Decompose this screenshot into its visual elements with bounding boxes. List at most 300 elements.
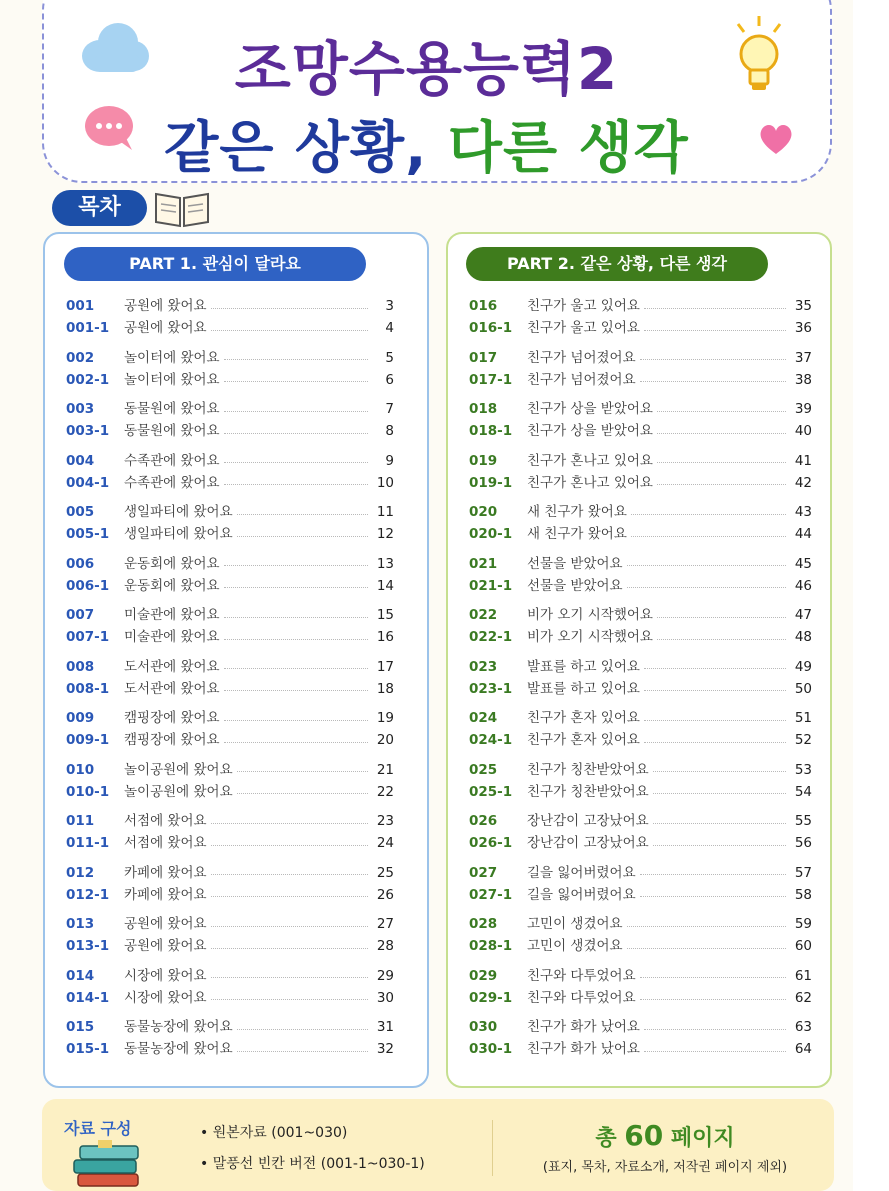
entry-title: 선물을 받았어요 (527, 555, 623, 572)
toc-entry (469, 989, 812, 1007)
toc-entry (469, 1018, 812, 1036)
toc-entry (66, 731, 394, 749)
dot-leader (644, 720, 786, 721)
toc-entry (66, 371, 394, 389)
entry-number: 003-1 (66, 423, 110, 439)
right-margin (853, 0, 889, 1191)
entry-page-number: 54 (794, 783, 812, 800)
dot-leader (211, 926, 368, 927)
entry-page-number: 15 (376, 607, 394, 623)
entry-number: 020-1 (469, 526, 513, 542)
toc-entry (66, 1040, 394, 1058)
dot-leader (224, 617, 368, 618)
entry-page-number: 60 (794, 938, 812, 954)
resource-item-original: • 원본자료 (001~030) (200, 1125, 348, 1141)
entry-number: 010-1 (66, 783, 110, 800)
dot-leader (627, 565, 786, 566)
toc-entry (66, 658, 394, 676)
entry-title: 동물원에 왔어요 (124, 401, 220, 417)
entry-number: 007 (66, 607, 95, 623)
entry-number: 017-1 (469, 371, 513, 388)
dot-leader (211, 896, 368, 897)
toc-entry (469, 555, 812, 573)
entry-number: 013-1 (66, 938, 110, 954)
entry-page-number: 35 (794, 298, 812, 314)
toc-entry (66, 967, 394, 985)
subtitle-part2: 다른 생각 (447, 116, 689, 181)
entry-title: 시장에 왔어요 (124, 989, 207, 1006)
dot-leader (237, 771, 368, 772)
entry-number: 021 (469, 555, 498, 572)
toc-entry (469, 937, 812, 955)
entry-title: 미술관에 왔어요 (124, 629, 220, 645)
toc-entry (66, 606, 394, 624)
toc-entry (66, 525, 394, 543)
toc-entry (469, 452, 812, 470)
entry-page-number: 19 (376, 710, 394, 726)
entry-title: 친구가 울고 있어요 (527, 298, 640, 314)
dot-leader (657, 462, 786, 463)
dot-leader (653, 771, 786, 772)
open-book-icon (152, 184, 212, 230)
entry-title: 공원에 왔어요 (124, 938, 207, 954)
entry-title: 새 친구가 왔어요 (527, 504, 627, 520)
entry-page-number: 45 (794, 555, 812, 572)
toc-entry (66, 400, 394, 418)
entry-title: 고민이 생겼어요 (527, 916, 623, 932)
entry-number: 018-1 (469, 423, 513, 439)
toc-entry (469, 658, 812, 676)
toc-entry (469, 525, 812, 543)
toc-entry (469, 474, 812, 492)
toc-entry (66, 709, 394, 727)
entry-title: 카페에 왔어요 (124, 886, 207, 903)
entry-page-number: 58 (794, 886, 812, 903)
entry-title: 길을 잃어버렸어요 (527, 886, 636, 903)
entry-number: 023 (469, 658, 498, 675)
subtitle (0, 104, 853, 184)
entry-number: 010 (66, 761, 95, 778)
toc-entry (469, 864, 812, 882)
dot-leader (657, 639, 786, 640)
part1-header: PART 1. 관심이 달라요 (64, 247, 366, 281)
dot-leader (640, 874, 786, 875)
entry-page-number: 57 (794, 864, 812, 881)
entry-title: 운동회에 왔어요 (124, 577, 220, 594)
entry-title: 카페에 왔어요 (124, 864, 207, 881)
dot-leader (653, 823, 786, 824)
entry-number: 003 (66, 401, 95, 417)
entry-title: 친구가 혼나고 있어요 (527, 452, 653, 469)
toc-entry (66, 503, 394, 521)
dot-leader (627, 948, 786, 949)
toc-entry (469, 761, 812, 779)
toc-entry (469, 1040, 812, 1058)
entry-title: 공원에 왔어요 (124, 320, 207, 336)
entry-number: 014 (66, 967, 95, 984)
entry-page-number: 62 (794, 989, 812, 1006)
toc-entry (66, 452, 394, 470)
entry-number: 026-1 (469, 835, 513, 851)
entry-title: 수족관에 왔어요 (124, 474, 220, 491)
entry-title: 놀이터에 왔어요 (124, 371, 220, 388)
toc-entry (66, 474, 394, 492)
entry-number: 030 (469, 1019, 498, 1035)
dot-leader (657, 484, 786, 485)
dot-leader (644, 1051, 786, 1052)
dot-leader (224, 411, 368, 412)
dot-leader (644, 690, 786, 691)
entry-number: 028 (469, 916, 498, 932)
entry-number: 027 (469, 864, 498, 881)
entry-page-number: 26 (376, 886, 394, 903)
dot-leader (237, 793, 368, 794)
toc-entry (66, 1018, 394, 1036)
entry-title: 놀이터에 왔어요 (124, 349, 220, 366)
entry-page-number: 6 (385, 371, 394, 388)
entry-number: 022 (469, 607, 498, 623)
toc-entry (66, 864, 394, 882)
toc-entry (66, 577, 394, 595)
dot-leader (224, 720, 368, 721)
entry-title: 친구가 울고 있어요 (527, 320, 640, 336)
entry-title: 친구가 상을 받았어요 (527, 423, 653, 439)
subtitle-part1: 같은 상황, (164, 116, 428, 181)
dot-leader (640, 999, 786, 1000)
entry-page-number: 7 (385, 401, 394, 417)
entry-number: 021-1 (469, 577, 513, 594)
entry-page-number: 5 (385, 349, 394, 366)
entry-page-number: 36 (794, 320, 812, 336)
entry-number: 013 (66, 916, 95, 932)
entry-number: 029 (469, 967, 498, 984)
entry-title: 비가 오기 시작했어요 (527, 607, 653, 623)
toc-entry (469, 915, 812, 933)
toc-entry (469, 731, 812, 749)
dot-leader (224, 690, 368, 691)
entry-page-number: 43 (794, 504, 812, 520)
toc-entry (469, 967, 812, 985)
entry-number: 001-1 (66, 320, 110, 336)
entry-title: 도서관에 왔어요 (124, 658, 220, 675)
entry-page-number: 27 (376, 916, 394, 932)
entry-number: 022-1 (469, 629, 513, 645)
entry-number: 005-1 (66, 526, 110, 542)
dot-leader (224, 587, 368, 588)
dot-leader (640, 896, 786, 897)
entry-page-number: 37 (794, 349, 812, 366)
total-exclusion-note: (표지, 목차, 자료소개, 저작권 페이지 제외) (542, 1160, 788, 1175)
entry-number: 004-1 (66, 474, 110, 491)
entry-number: 017 (469, 349, 498, 366)
entry-page-number: 20 (376, 732, 394, 748)
entry-page-number: 50 (794, 680, 812, 697)
entry-title: 친구가 칭찬받았어요 (527, 783, 649, 800)
toc-entry (66, 680, 394, 698)
entry-number: 019-1 (469, 474, 513, 491)
dot-leader (224, 565, 368, 566)
entry-title: 동물농장에 왔어요 (124, 1041, 233, 1057)
entry-page-number: 64 (794, 1041, 812, 1057)
entry-page-number: 59 (794, 916, 812, 932)
dot-leader (653, 793, 786, 794)
dot-leader (644, 742, 786, 743)
entry-title: 동물원에 왔어요 (124, 423, 220, 439)
entry-number: 016-1 (469, 320, 513, 336)
entry-title: 친구가 칭찬받았어요 (527, 761, 649, 778)
entry-number: 006-1 (66, 577, 110, 594)
toc-entry (66, 834, 394, 852)
entry-page-number: 49 (794, 658, 812, 675)
dot-leader (211, 330, 368, 331)
dot-leader (224, 668, 368, 669)
entry-page-number: 13 (376, 555, 394, 572)
entry-number: 005 (66, 504, 95, 520)
entry-title: 장난감이 고장났어요 (527, 813, 649, 829)
toc-entry (66, 297, 394, 315)
dot-leader (631, 514, 786, 515)
entry-page-number: 3 (385, 298, 394, 314)
entry-title: 공원에 왔어요 (124, 916, 207, 932)
dot-leader (211, 823, 368, 824)
entry-page-number: 44 (794, 526, 812, 542)
toc-entry (469, 709, 812, 727)
toc-entry (469, 400, 812, 418)
main-title: 조망수용능력2 (234, 35, 619, 103)
entry-page-number: 51 (794, 710, 812, 726)
entry-title: 놀이공원에 왔어요 (124, 761, 233, 778)
entry-title: 서점에 왔어요 (124, 835, 207, 851)
dot-leader (644, 1029, 786, 1030)
toc-label: 목차 (52, 190, 147, 226)
entry-page-number: 29 (376, 967, 394, 984)
total-number: 60 (624, 1119, 664, 1152)
dot-leader (627, 587, 786, 588)
entry-number: 024-1 (469, 732, 513, 748)
entry-number: 001 (66, 298, 95, 314)
total-suffix: 페이지 (670, 1126, 735, 1151)
entry-page-number: 18 (376, 680, 394, 697)
entry-number: 025-1 (469, 783, 513, 800)
entry-title: 친구가 화가 났어요 (527, 1019, 640, 1035)
entry-title: 친구가 넘어졌어요 (527, 349, 636, 366)
entry-title: 놀이공원에 왔어요 (124, 783, 233, 800)
toc-entry (469, 886, 812, 904)
entry-page-number: 31 (376, 1019, 394, 1035)
toc-entry (66, 783, 394, 801)
entry-number: 027-1 (469, 886, 513, 903)
entry-page-number: 30 (376, 989, 394, 1006)
entry-title: 시장에 왔어요 (124, 967, 207, 984)
toc-entry (469, 503, 812, 521)
dot-leader (653, 845, 786, 846)
entry-title: 고민이 생겼어요 (527, 938, 623, 954)
entry-title: 비가 오기 시작했어요 (527, 629, 653, 645)
entry-number: 024 (469, 710, 498, 726)
entry-title: 공원에 왔어요 (124, 298, 207, 314)
dot-leader (224, 462, 368, 463)
entry-page-number: 48 (794, 629, 812, 645)
toc-entry (469, 680, 812, 698)
entry-page-number: 47 (794, 607, 812, 623)
entry-page-number: 41 (794, 452, 812, 469)
dot-leader (224, 359, 368, 360)
entry-title: 발표를 하고 있어요 (527, 680, 640, 697)
entry-page-number: 11 (376, 504, 394, 520)
entry-title: 캠핑장에 왔어요 (124, 732, 220, 748)
entry-title: 친구와 다투었어요 (527, 967, 636, 984)
entry-page-number: 53 (794, 761, 812, 778)
books-icon (72, 1138, 144, 1190)
dot-leader (631, 536, 786, 537)
entry-page-number: 42 (794, 474, 812, 491)
entry-number: 014-1 (66, 989, 110, 1006)
entry-page-number: 8 (385, 423, 394, 439)
resources-title: 자료 구성 (64, 1119, 132, 1138)
entry-page-number: 24 (376, 835, 394, 851)
dot-leader (657, 411, 786, 412)
entry-title: 도서관에 왔어요 (124, 680, 220, 697)
dot-leader (237, 1051, 368, 1052)
toc-entry (469, 812, 812, 830)
dot-leader (211, 874, 368, 875)
entry-title: 친구가 화가 났어요 (527, 1041, 640, 1057)
toc-entry (66, 349, 394, 367)
entry-page-number: 25 (376, 864, 394, 881)
dot-leader (211, 845, 368, 846)
entry-title: 장난감이 고장났어요 (527, 835, 649, 851)
toc-entry (66, 812, 394, 830)
entry-title: 캠핑장에 왔어요 (124, 710, 220, 726)
toc-entry (469, 319, 812, 337)
part2-header: PART 2. 같은 상황, 다른 생각 (466, 247, 768, 281)
entry-page-number: 10 (376, 474, 394, 491)
entry-page-number: 32 (376, 1041, 394, 1057)
entry-number: 025 (469, 761, 498, 778)
entry-number: 016 (469, 298, 498, 314)
dot-leader (211, 308, 368, 309)
resource-item-blank: • 말풍선 빈칸 버전 (001-1~030-1) (200, 1156, 425, 1172)
entry-number: 007-1 (66, 629, 110, 645)
entry-page-number: 39 (794, 401, 812, 417)
toc-entry (469, 297, 812, 315)
toc-entry (469, 628, 812, 646)
entry-number: 018 (469, 401, 498, 417)
dot-leader (657, 617, 786, 618)
dot-leader (237, 536, 368, 537)
entry-page-number: 14 (376, 577, 394, 594)
resources-divider (492, 1120, 493, 1176)
entry-title: 미술관에 왔어요 (124, 607, 220, 623)
total-prefix: 총 (595, 1126, 617, 1151)
entry-title: 친구와 다투었어요 (527, 989, 636, 1006)
toc-entry (66, 886, 394, 904)
entry-page-number: 63 (794, 1019, 812, 1035)
entry-number: 006 (66, 555, 95, 572)
entry-page-number: 17 (376, 658, 394, 675)
entry-title: 발표를 하고 있어요 (527, 658, 640, 675)
entry-title: 동물농장에 왔어요 (124, 1019, 233, 1035)
dot-leader (657, 433, 786, 434)
dot-leader (224, 381, 368, 382)
entry-number: 009 (66, 710, 95, 726)
entry-page-number: 21 (376, 761, 394, 778)
dot-leader (640, 359, 786, 360)
entry-page-number: 4 (385, 320, 394, 336)
entry-number: 009-1 (66, 732, 110, 748)
toc-entry (66, 761, 394, 779)
entry-number: 011 (66, 813, 95, 829)
toc-entry (66, 422, 394, 440)
entry-page-number: 23 (376, 813, 394, 829)
entry-page-number: 22 (376, 783, 394, 800)
dot-leader (211, 948, 368, 949)
dot-leader (640, 977, 786, 978)
entry-title: 친구가 상을 받았어요 (527, 401, 653, 417)
entry-page-number: 12 (376, 526, 394, 542)
entry-number: 023-1 (469, 680, 513, 697)
toc-entry (66, 555, 394, 573)
toc-entry (66, 628, 394, 646)
toc-entry (469, 371, 812, 389)
entry-number: 008-1 (66, 680, 110, 697)
entry-number: 012 (66, 864, 95, 881)
entry-page-number: 55 (794, 813, 812, 829)
dot-leader (644, 330, 786, 331)
entry-title: 선물을 받았어요 (527, 577, 623, 594)
dot-leader (237, 1029, 368, 1030)
entry-page-number: 52 (794, 732, 812, 748)
entry-page-number: 56 (794, 835, 812, 851)
toc-entry (66, 989, 394, 1007)
toc-entry (66, 915, 394, 933)
toc-entry (469, 349, 812, 367)
entry-page-number: 16 (376, 629, 394, 645)
entry-title: 길을 잃어버렸어요 (527, 864, 636, 881)
entry-number: 020 (469, 504, 498, 520)
dot-leader (640, 381, 786, 382)
dot-leader (627, 926, 786, 927)
toc-entry (66, 937, 394, 955)
dot-leader (224, 639, 368, 640)
dot-leader (224, 742, 368, 743)
entry-page-number: 61 (794, 967, 812, 984)
entry-number: 029-1 (469, 989, 513, 1006)
dot-leader (224, 484, 368, 485)
entry-number: 015 (66, 1019, 95, 1035)
entry-title: 운동회에 왔어요 (124, 555, 220, 572)
entry-title: 친구가 혼자 있어요 (527, 732, 640, 748)
entry-number: 002-1 (66, 371, 110, 388)
entry-title: 생일파티에 왔어요 (124, 526, 233, 542)
dot-leader (237, 514, 368, 515)
dot-leader (224, 433, 368, 434)
entry-number: 012-1 (66, 886, 110, 903)
entry-page-number: 46 (794, 577, 812, 594)
entry-title: 새 친구가 왔어요 (527, 526, 627, 542)
toc-entry (469, 834, 812, 852)
entry-number: 026 (469, 813, 498, 829)
entry-page-number: 9 (385, 452, 394, 469)
entry-page-number: 28 (376, 938, 394, 954)
entry-number: 011-1 (66, 835, 110, 851)
toc-entry (469, 606, 812, 624)
toc-entry (469, 577, 812, 595)
entry-title: 친구가 혼자 있어요 (527, 710, 640, 726)
toc-entry (469, 422, 812, 440)
entry-number: 015-1 (66, 1041, 110, 1057)
dot-leader (211, 977, 368, 978)
